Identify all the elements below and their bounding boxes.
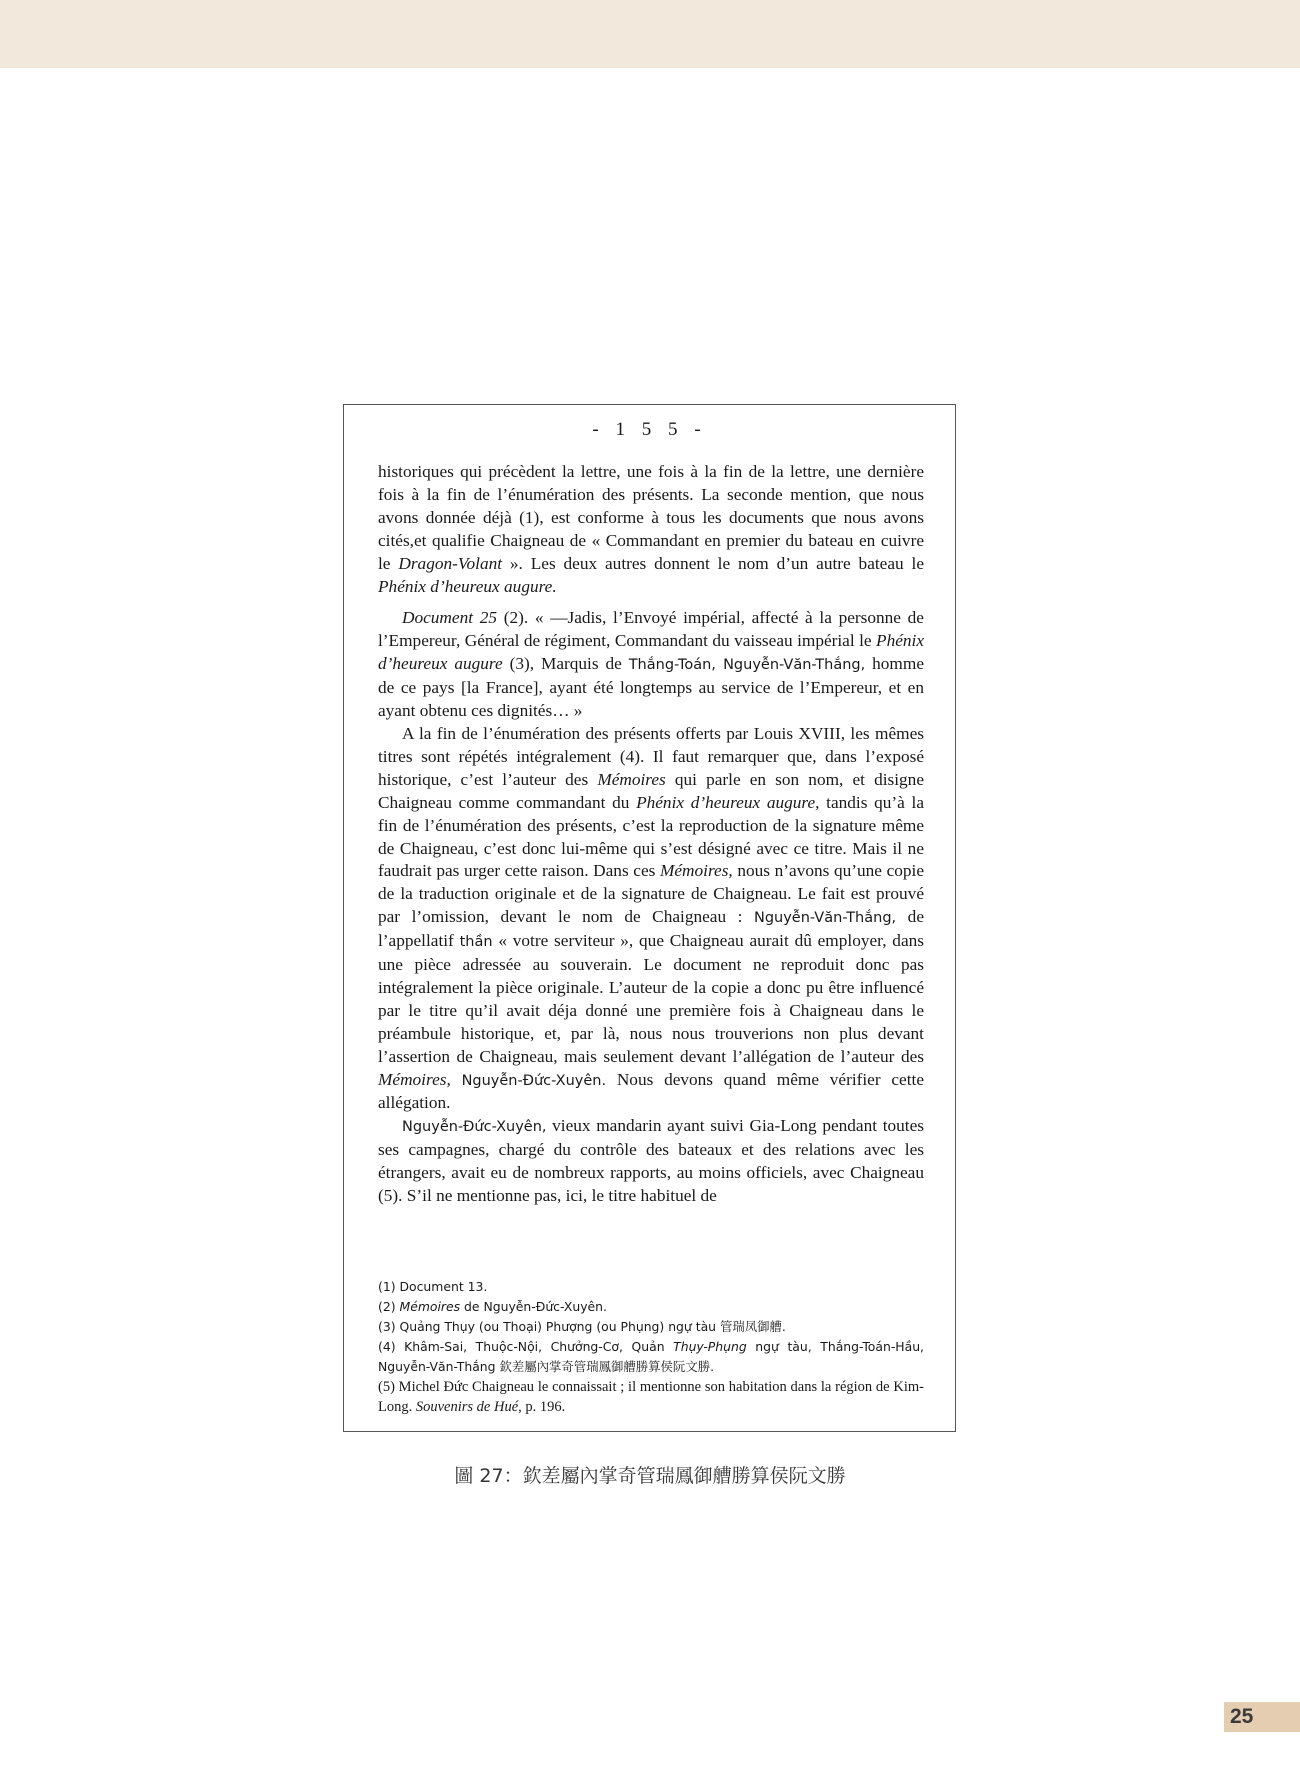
footnote-5 [378,1377,924,1417]
paragraph-3 [378,723,924,1115]
text-run: homme de ce pays [la France], ayant été longtemps au service de l’Empereur, et en ayant obtenu ces dignités… » [378,654,924,721]
text-run: (3) Quảng Thụy (ou Thoại) Phượng (ou Phụng) ngự tàu 管瑞凤御艚. [378,1319,786,1334]
vietnamese-name: Nguyễn-Văn-Thắng, [753,910,897,927]
text-run: tandis qu’à la fin de l’énumération des présents, c’est la reproduction de la signature même de Chaigneau, c’est donc lui-même qui s’est désigné avec ce titre. Mais il ne faudrait pas urger cette raison. Dans ces [378,792,924,881]
text-run: de l’appellatif [378,907,924,951]
paragraph-2 [378,607,924,723]
text-run: ». Les deux autres donnent le nom d’un autre bateau le [502,553,924,573]
text-run: de Nguyễn-Đức-Xuyên. [460,1299,607,1314]
italic-text: Souvenirs de Hué, [415,1399,522,1415]
text-run: (5) Michel Đức Chaigneau le connaissait ; il mentionne son habitation dans la région de Kim-Long. [378,1379,924,1415]
italic-text: Phénix d’heureux augure [378,631,924,674]
top-color-band [0,0,1300,68]
italic-text: Mémoires [399,1299,461,1314]
text-run: A la fin de l’énumération des présents offerts par Louis XVIII, les mêmes titres sont répétés intégralement (4). Il faut remarquer que, dans l’exposé historique, c’est l’auteur des [378,723,924,789]
text-run: qui parle en son nom, et disigne Chaigneau comme commandant du [378,769,924,812]
italic-text: Document 25 [402,608,497,628]
scan-footnotes [378,1277,924,1417]
text-run: historiques qui précèdent la lettre, une fois à la fin de la lettre, une dernière fois à la fin de l’énumération des présents. La seconde mention, que nous avons donnée déjà (1), est conforme à tous les documents que nous avons cités,et qualifie Chaigneau de « Commandant en premier du bateau en cuivre le [378,462,924,573]
text-run: (4) Khâm-Sai, Thuộc-Nội, Chưởng-Cơ, Quản [378,1339,674,1354]
scanned-page-figure [343,404,956,1432]
text-run: ngự tàu, Thắng-Toán-Hầu, Nguyễn-Văn-Thắng 欽差屬內掌奇管瑞鳳御艚勝算侯阮文勝. [378,1339,924,1374]
paragraph-1 [378,461,924,598]
text-run: (1) Document 13. [378,1279,488,1294]
paragraph-4 [378,1115,924,1208]
page-folio-number: 25 [1224,1702,1300,1732]
footnote-2 [378,1297,924,1317]
scan-page-number: - 1 5 5 - [592,419,707,440]
vietnamese-name: Nguyễn-Đức-Xuyên. [461,1072,607,1089]
italic-text: Mémoires, [659,861,733,881]
text-run [451,1070,462,1089]
italic-text: Phénix d’heureux augure. [378,576,557,596]
italic-text: Mémoires [597,769,666,789]
italic-text: Mémoires, [378,1069,451,1089]
text-run: (2). « —Jadis, l’Envoyé impérial, affecté à la personne de l’Empereur, Général de régiment, Commandant du vaisseau impérial le [378,608,924,651]
italic-text: Phénix d’heureux augure, [636,792,820,812]
text-run: p. 196. [521,1399,566,1415]
text-run: nous n’avons qu’une copie de la traduction originale et de la signature de Chaigneau. Le fait est prouvé par l’omission, devant le nom de Chaigneau : [378,861,924,927]
footnote-4 [378,1337,924,1377]
scan-body-text [378,461,924,1208]
vietnamese-name: Thắng-Toán, Nguyễn-Văn-Thắng, [628,657,866,674]
footnote-3 [378,1317,924,1337]
footnote-1 [378,1277,924,1297]
text-run: (3), Marquis de [502,654,629,674]
text-run: « votre serviteur », que Chaigneau aurait dû employer, dans une pièce adressée au souverain. Le document ne reproduit donc pas intégralement la pièce originale. L’auteur de la copie a donc pu être influencé par le titre qu’il avait déja donné une première fois à Chaigneau dans le préambule historique, et, par là, nous nous trouverions non plus devant l’assertion de Chaigneau, mais seulement devant l’allégation de l’auteur des [378,931,924,1066]
italic-text: Thụy-Phụng [673,1339,747,1354]
italic-text: Dragon-Volant [398,553,503,573]
text-run: (2) [378,1299,400,1314]
text-run: vieux mandarin ayant suivi Gia-Long pendant toutes ses campagnes, chargé du contrôle des bateaux et des relations avec les étrangers, avait eu de nombreux rapports, au moins officiels, avec Chaigneau (5). S’il ne mentionne pas, ici, le titre habituel de [378,1116,924,1206]
text-run: Nous devons quand même vérifier cette allégation. [378,1069,924,1113]
vietnamese-name: thần [459,934,493,951]
vietnamese-name: Nguyễn-Đức-Xuyên, [402,1119,547,1136]
figure-caption: 圖 27：欽差屬內掌奇管瑞鳳御艚勝算侯阮文勝 [454,1465,846,1487]
